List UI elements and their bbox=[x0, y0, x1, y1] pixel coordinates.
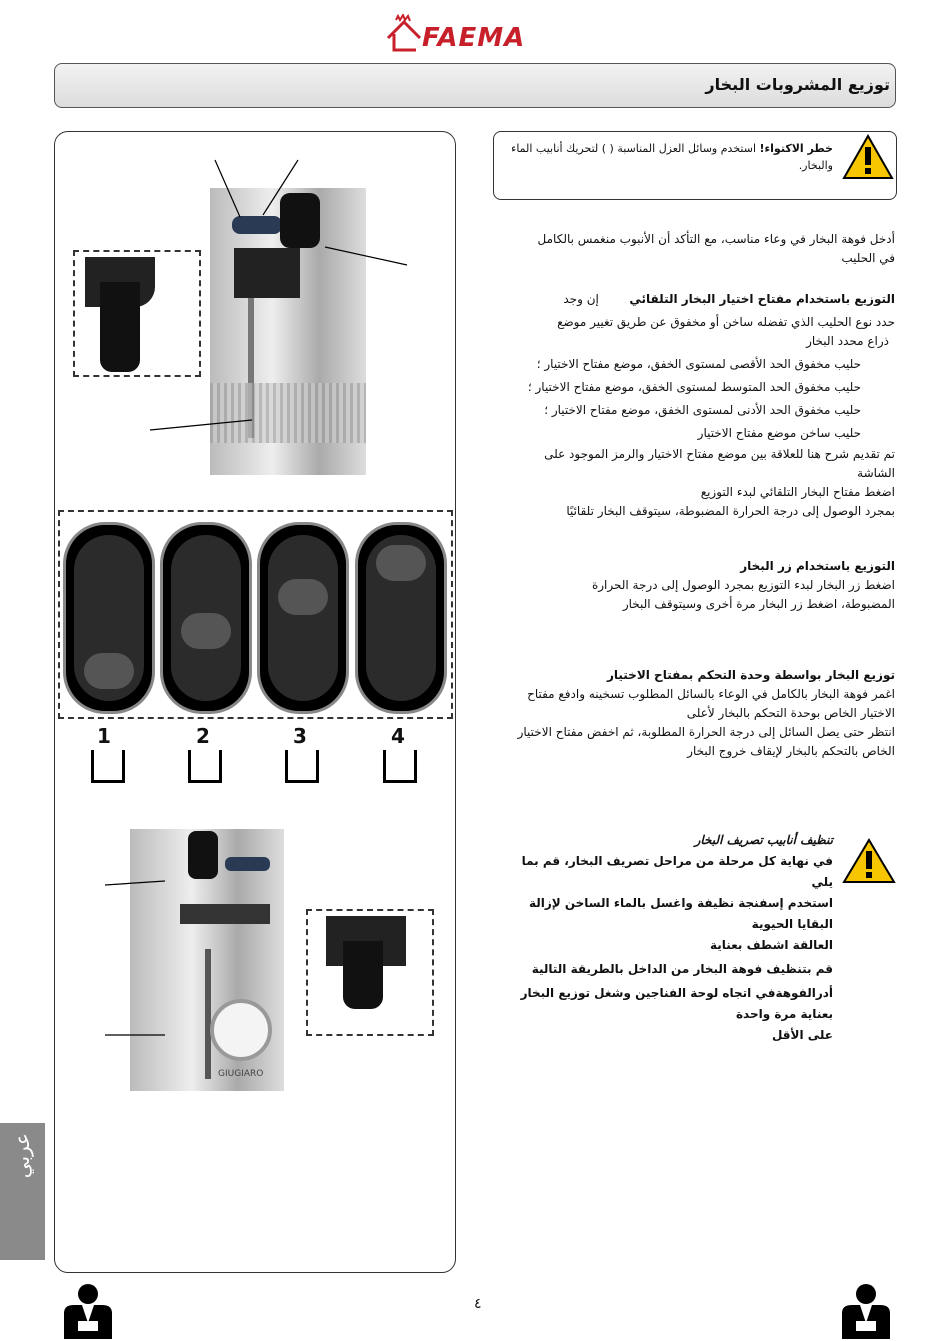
section-auto-heading: التوزيع باستخدام مفتاح اختيار البخار التلقائي bbox=[629, 292, 895, 306]
section-lever: توزيع البخار بواسطة وحدة التحكم بمفتاح الاختيار اغمر فوهة البخار بالكامل في الوعاء بالسائل المطلوب تسخينه وادفع مفتاح الاختيار الخاص بوحدة التحكم بالبخار لأعلى انتظر حتى يصل السائل إلى درجة الحرارة المطلوبة، ثم اخفض مفتاح الاختيار الخاص بالتحكم بالبخار لإيقاف خروج البخار bbox=[490, 666, 895, 761]
selector-position-1-icon bbox=[63, 522, 155, 714]
warning-icon bbox=[842, 134, 894, 180]
intro-paragraph: أدخل فوهة البخار في وعاء مناسب، مع التأكد أن الأنبوب منغمس بالكامل في الحليب bbox=[537, 232, 895, 265]
page-number: ٤ bbox=[474, 1296, 482, 1312]
steam-lever-icon-2 bbox=[188, 831, 218, 879]
selector-position-3-icon bbox=[257, 522, 349, 714]
faema-logo bbox=[386, 14, 566, 52]
section-clean: تنظيف أنابيب تصريف البخار في نهاية كل مرحلة من مراحل تصريف البخار، قم بما يلي استخدم إسفنجة نظيفة واغسل بالماء الساخن لإزالة البقايا الحيوية العالقة اشطف بعناية قم بتنظيف فوهة البخار من الداخل بالطريقة التالية أدرالفوهةفي اتجاه لوحة الفناجين وشغل توزيع البخار بعناية مرة واحدة على الأقل bbox=[498, 830, 833, 1046]
section-button-heading: التوزيع باستخدام زر البخار bbox=[740, 559, 895, 573]
list-item: حليب مخفوق الحد الأدنى لمستوى الخفق، موضع مفتاح الاختيار ؛ bbox=[544, 403, 861, 417]
list-item: حليب مخفوق الحد الأقصى لمستوى الخفق، موضع مفتاح الاختيار ؛ bbox=[536, 357, 861, 371]
leader-lines-bottom bbox=[100, 875, 170, 1045]
barista-icon-right bbox=[836, 1283, 896, 1339]
list-item: حليب مخفوق الحد المتوسط لمستوى الخفق، موضع مفتاح الاختيار ؛ bbox=[527, 380, 861, 394]
pressure-gauge-icon bbox=[210, 999, 272, 1061]
zoom-box-wand-bottom bbox=[306, 909, 434, 1036]
brand-plate: GIUGIARO bbox=[218, 1069, 264, 1079]
warning-text: خطر الاكتواء! استخدم وسائل العزل المناسبة ( ) لتحريك أنابيب الماء والبخار. bbox=[511, 142, 833, 172]
cup-icon-4: 4 bbox=[381, 728, 415, 770]
selector-position-2-icon bbox=[160, 522, 252, 714]
language-tab: عربي bbox=[0, 1123, 45, 1260]
zoom-box-wand bbox=[73, 250, 201, 377]
control-buttons-icon-2 bbox=[225, 857, 270, 871]
steam-nozzle-icon-2 bbox=[343, 941, 383, 1009]
section-button: التوزيع باستخدام زر البخار اضغط زر البخار لبدء التوزيع بمجرد الوصول إلى درجة الحرارة المضبوطة، اضغط زر البخار مرة أخرى وسيتوقف البخار bbox=[490, 557, 895, 614]
section-lever-heading: توزيع البخار بواسطة وحدة التحكم بمفتاح الاختيار bbox=[606, 668, 895, 682]
cup-icon-1: 1 bbox=[89, 728, 123, 770]
steam-wand-icon-2 bbox=[205, 949, 211, 1079]
selector-position-4-icon bbox=[355, 522, 447, 714]
section-auto: التوزيع باستخدام مفتاح اختيار البخار التلقائي إن وجد حدد نوع الحليب الذي تفضله ساخن أو مخفوق عن طريق تغيير موضع ذراع محدد البخار حليب مخفوق الحد الأقصى لمستوى الخفق، موضع مفتاح الاختيار ؛ حليب مخفوق الحد المتوسط لمستوى الخفق، موضع مفتاح الاختيار ؛ حليب مخفوق الحد الأدنى لمستوى الخفق، موضع مفتاح الاختيار ؛ حليب ساخن موضع مفتاح الاختيار تم تقديم شرح هنا للعلاقة بين موضع مفتاح الاختيار والرمز الموجود على الشاشة اضغط مفتاح البخار التلقائي لبدء التوزيع بمجرد الوصول إلى درجة الحرارة المضبوطة، سيتوقف البخار تلقائيًا bbox=[490, 290, 895, 521]
cup-icon-3: 3 bbox=[283, 728, 317, 770]
barista-icon-left bbox=[58, 1283, 118, 1339]
warning-icon-cleaning bbox=[842, 838, 896, 884]
section-clean-heading: تنظيف أنابيب تصريف البخار bbox=[694, 833, 833, 847]
steam-nozzle-icon bbox=[100, 282, 140, 372]
list-item: حليب ساخن موضع مفتاح الاختيار bbox=[697, 426, 861, 440]
logo-text: FAEMA bbox=[422, 23, 526, 53]
cup-icon-2: 2 bbox=[186, 728, 220, 770]
page-title: توزيع المشروبات البخار bbox=[705, 75, 890, 94]
